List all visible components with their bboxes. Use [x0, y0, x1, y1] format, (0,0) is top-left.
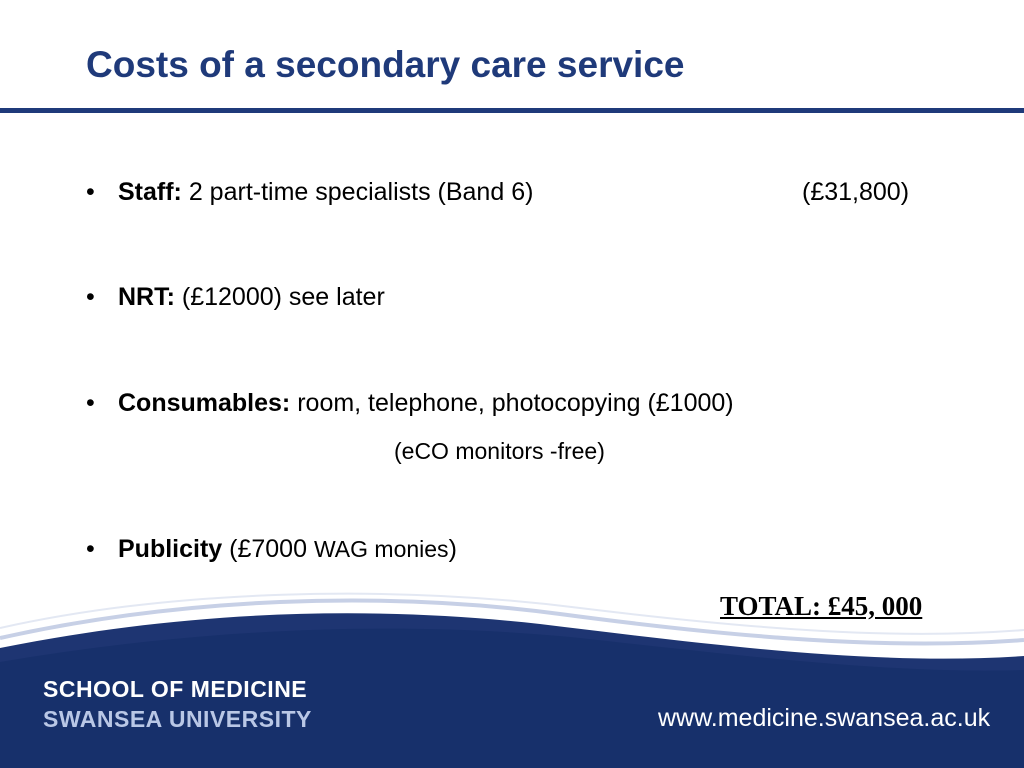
website-url: www.medicine.swansea.ac.uk: [658, 704, 991, 732]
staff-amount: (£31,800): [802, 178, 910, 206]
bullet-nrt: [86, 283, 385, 312]
bullet-staff: [86, 178, 533, 207]
consumables-note: (eCO monitors -free): [394, 438, 605, 464]
bullet-icon: •: [86, 178, 95, 206]
total-cost: TOTAL: £45, 000: [720, 591, 923, 621]
bullet-label: Publicity: [118, 535, 223, 563]
bullet-icon: •: [86, 283, 95, 311]
swansea-university-logo-text: SWANSEA UNIVERSITY: [43, 706, 312, 732]
bullet-label: NRT:: [118, 283, 175, 311]
bullet-text: (£12000) see later: [174, 283, 385, 311]
bullet-label: Staff:: [118, 178, 182, 206]
title-divider: [0, 108, 1024, 113]
bullet-text: (£7000: [222, 535, 314, 563]
bullet-publicity: [86, 535, 457, 564]
bullet-text: ): [448, 535, 457, 563]
school-of-medicine-logo-text: SCHOOL OF MEDICINE: [43, 676, 308, 702]
bullet-label: Consumables:: [118, 389, 291, 417]
bullet-consumables: [86, 389, 734, 418]
slide-title: Costs of a secondary care service: [86, 44, 685, 85]
bullet-text: 2 part-time specialists (Band 6): [181, 178, 534, 206]
bullet-icon: •: [86, 535, 95, 563]
bullet-text-small: WAG monies: [313, 536, 449, 562]
bullet-icon: •: [86, 389, 95, 417]
bullet-text: room, telephone, photocopying (£1000): [290, 389, 734, 417]
